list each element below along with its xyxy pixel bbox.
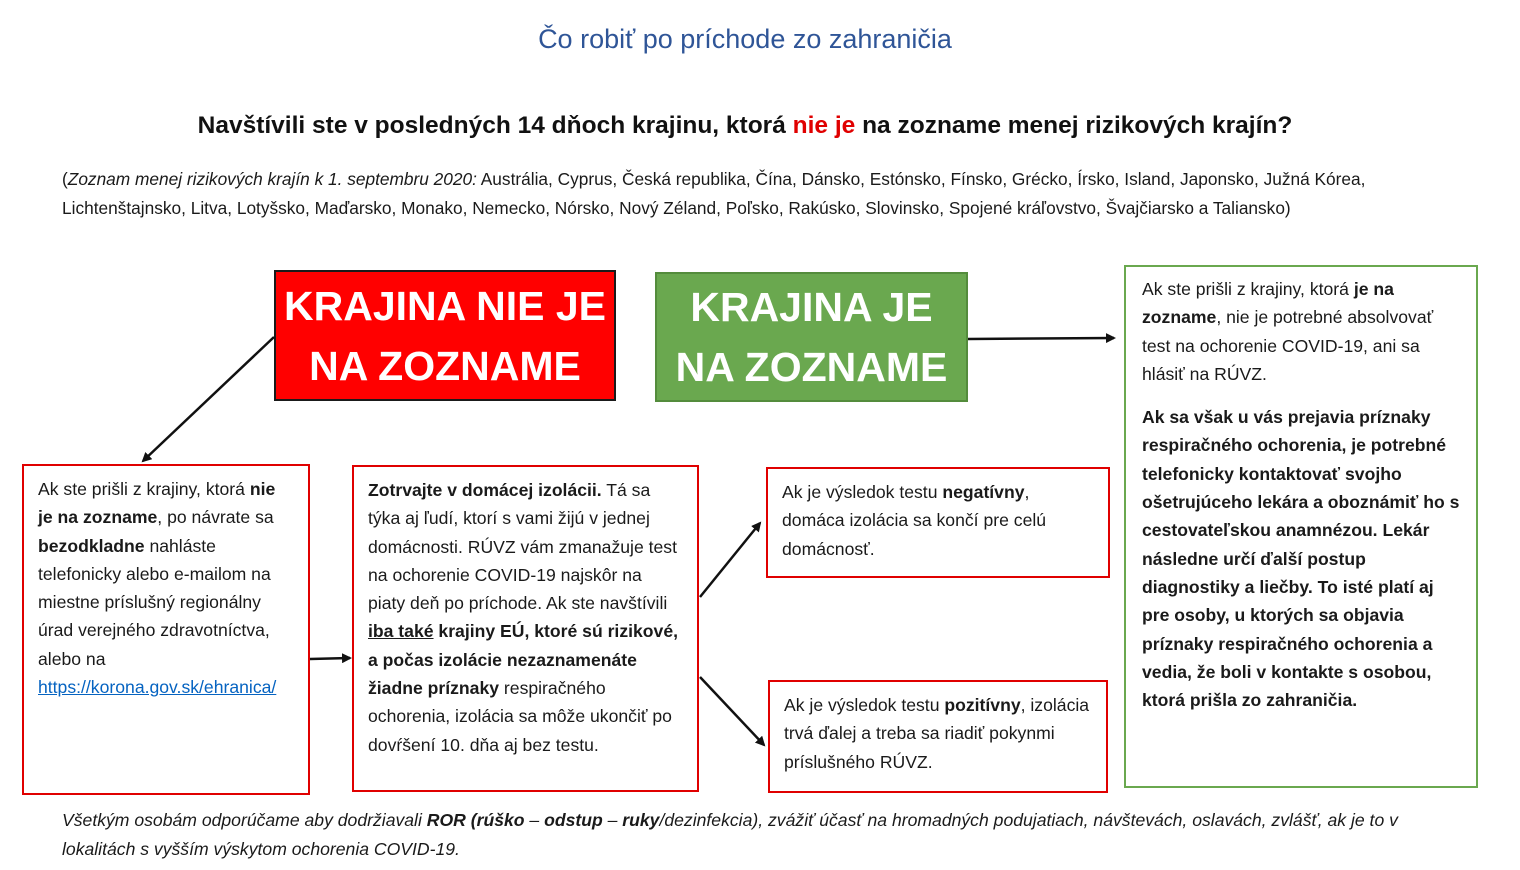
box1-text-2: , po návrate sa (157, 507, 274, 528)
box2-bold-1: Zotrvajte v domácej izolácii. (368, 480, 602, 500)
question-text-before: Navštívili ste v posledných 14 dňoch krajinu, ktorá (197, 112, 793, 139)
arrow-red-to-report (143, 337, 274, 461)
footer-bold-2: odstup (544, 810, 603, 830)
list-label: Zoznam menej rizikových krajín k 1. septembru 2020: (67, 169, 477, 189)
on-list-header: KRAJINA JE NA ZOZNAME (655, 272, 968, 402)
list-open-paren: ( (62, 169, 68, 189)
box5-symptoms-paragraph: Ak sa však u vás prejavia príznaky respiračného ochorenia, je potrebné telefonicky kontaktovať svojho ošetrujúceho lekára a oboznámiť ho s cestovateľskou anamnézou. Lekár následne určí ďalší postup diagnostiky a liečby. To isté platí aj pre osoby, u ktorých sa objavia príznaky respiračného ochorenia a vedia, že boli v kontakte s osobou, ktorá prišla zo zahraničia. (1142, 407, 1460, 711)
box2-bold-underline: iba také (368, 621, 434, 642)
box5-text-2: , nie je potrebné absolvovať test na ochorenie COVID-19, ani sa hlásiť na RÚVZ. (1142, 307, 1434, 384)
list-countries: Austrália, Cyprus, Česká republika, Čína, Dánsko, Estónsko, Fínsko, Grécko, Írsko, Island, Japonsko, Južná Kórea, Lichtenštajnsko, Litva, Lotyšsko, Maďarsko, Monako, Nemecko, Nórsko, Nový Zéland, Poľsko, Rakúsko, Slovinsko, Spojené kráľovstvo, Švajčiarsko a Taliansko) (62, 169, 1366, 218)
box1-bold-2: bezodkladne (38, 535, 145, 556)
arrow-report-to-isolation (310, 658, 350, 659)
footer-text-2: – (524, 810, 545, 830)
box5-bold: je na zozname (1142, 279, 1394, 328)
question-highlight: nie je (792, 112, 856, 139)
box3-text-1: Ak je výsledok testu (782, 482, 943, 502)
footer-bold-1: ROR (rúško (426, 810, 525, 830)
box4-text-2: , izolácia trvá ďalej a treba sa riadiť pokynmi príslušného RÚVZ. (784, 695, 1090, 772)
footer-text-4: /dezinfekcia), zvážiť účasť na hromadných podujatiach, návštevách, oslavách, zvlášť, ak je to v lokalitách s vyšším výskytom ochorenia COVID-19. (62, 810, 1398, 859)
box3-text-2: , domáca izolácia sa končí pre celú domácnosť. (782, 482, 1047, 559)
box2-text-1: Tá sa týka aj ľudí, ktorí s vami žijú v jednej domácnosti. RÚVZ vám zmanažuje test na ochorenie COVID-19 najskôr na piaty deň po príchode. Ak ste navštívili (368, 480, 677, 614)
page-title: Čo robiť po príchode zo zahraničia (538, 24, 952, 54)
box2-bold-2: krajiny EÚ, ktoré sú rizikové, a počas izolácie nezaznamenáte žiadne príznaky (368, 621, 678, 699)
box2-text-2: respiračného ochorenia, izolácia sa môže ukončiť po dovŕšení 10. dňa aj bez testu. (368, 678, 672, 755)
box4-bold: pozitívny (944, 695, 1021, 715)
box1-text-3: nahláste telefonicky alebo e-mailom na miestne príslušný regionálny úrad verejného zdravotníctva, alebo na (38, 535, 271, 669)
box1-text-1: Ak ste prišli z krajiny, ktorá (38, 479, 250, 499)
footer-text-3: – (602, 810, 623, 830)
footer-text-1: Všetkým osobám odporúčame aby dodržiavali (62, 810, 427, 830)
ehranica-link[interactable]: https://korona.gov.sk/ehranica/ (38, 677, 277, 698)
box1-bold-1: nie je na zozname (38, 479, 276, 528)
arrow-isolation-to-positive (700, 677, 764, 745)
box3-bold: negatívny (942, 482, 1025, 502)
not-on-list-header: KRAJINA NIE JE NA ZOZNAME (274, 270, 616, 401)
arrow-isolation-to-negative (700, 523, 760, 597)
box5-text-1: Ak ste prišli z krajiny, ktorá (1142, 279, 1354, 299)
arrow-green-to-info (968, 338, 1114, 339)
footer-bold-3: ruky (622, 810, 660, 830)
box4-text-1: Ak je výsledok testu (784, 695, 945, 715)
question-text-after: na zozname menej rizikových krajín? (855, 112, 1293, 139)
